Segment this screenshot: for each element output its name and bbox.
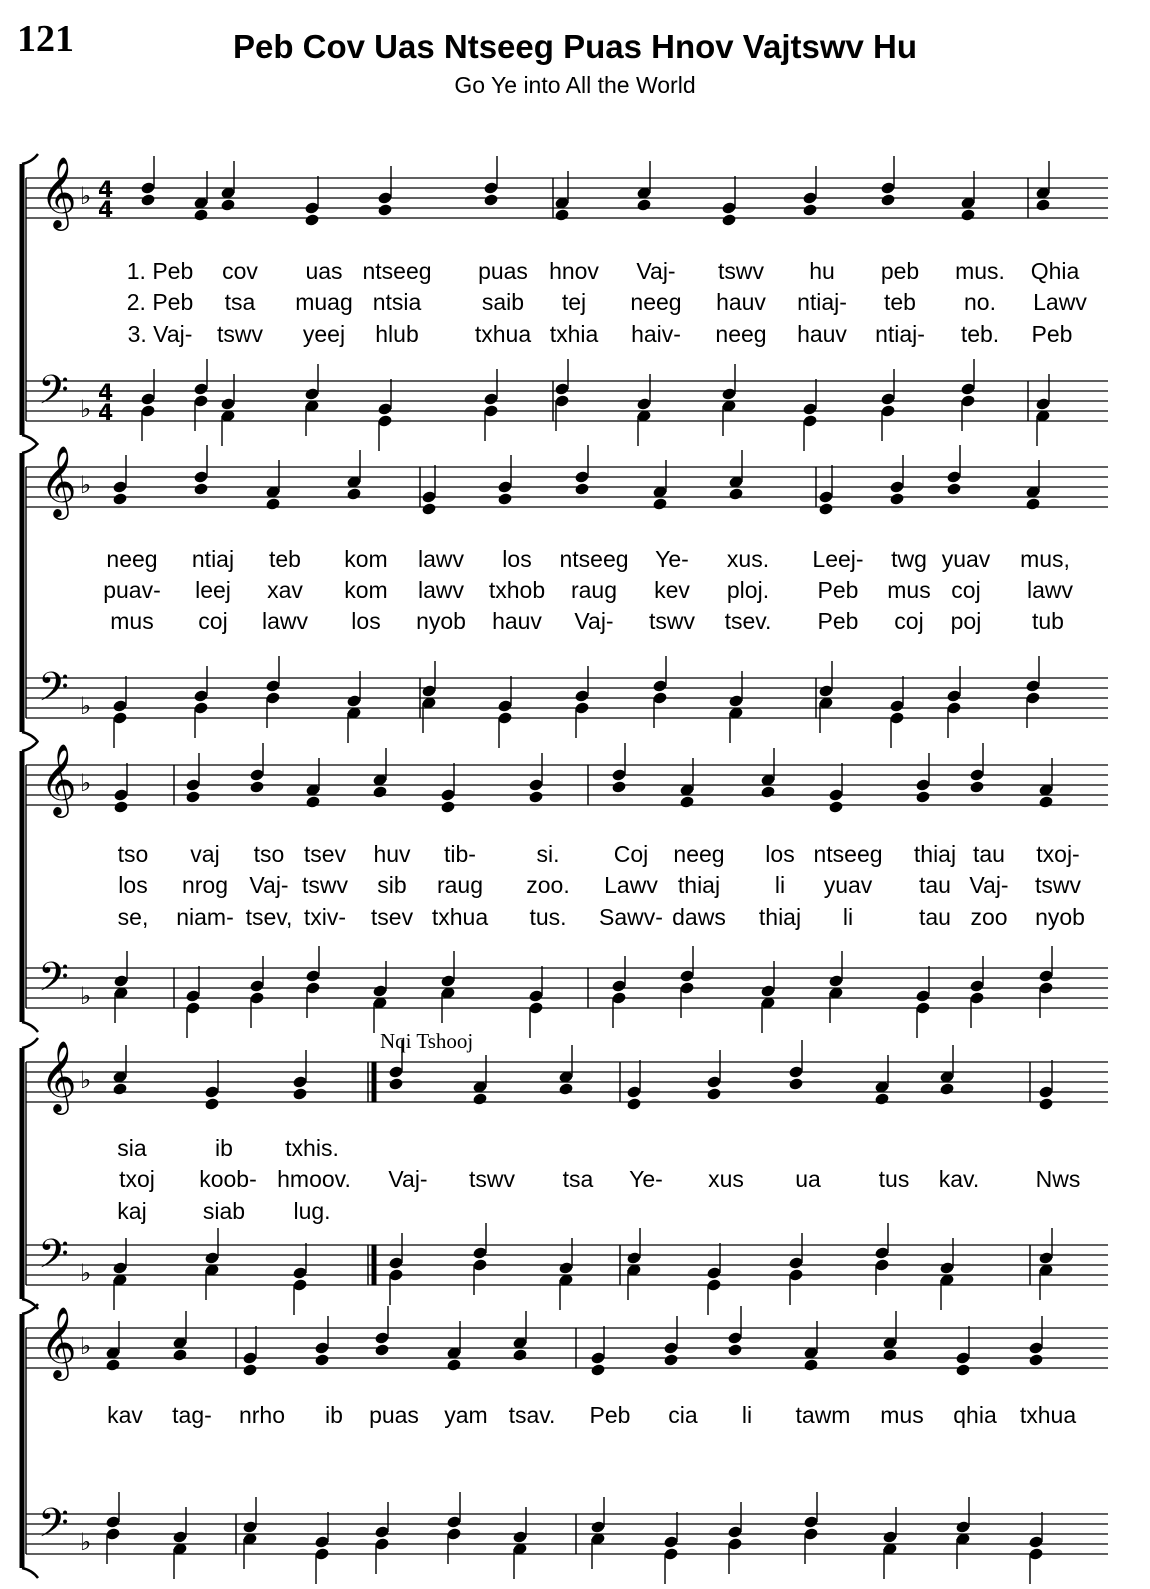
lyric-syllable: yam [444, 1402, 488, 1428]
lyric-syllable: Qhia [1030, 258, 1080, 284]
lyric-syllable: tswv [649, 608, 695, 634]
lyric-syllable: kom [344, 577, 388, 603]
lyric-syllable: cov [222, 258, 258, 284]
lyric-syllable: txhua [474, 321, 532, 347]
lyric-syllable: se, [117, 904, 149, 930]
key-flat-icon: ♭ [80, 982, 92, 1010]
key-flat-icon: ♭ [80, 692, 92, 720]
lyric-syllable: teb [884, 289, 916, 315]
lyric-syllable: nyob [416, 608, 466, 634]
treble-note-head [440, 800, 456, 814]
bracket-top-hook [22, 1038, 38, 1048]
lyric-syllable: tso [253, 841, 285, 867]
lyric-syllable: Peb [817, 608, 859, 634]
treble-note-head [679, 795, 695, 809]
time-signature-bottom: 4 [98, 401, 114, 426]
lyric-syllable: teb. [960, 321, 1000, 347]
lyric-syllable: tus. [529, 904, 567, 930]
lyric-syllable: txhia [549, 321, 599, 347]
treble-note-head [112, 492, 128, 506]
lyric-syllable: tswv [217, 321, 263, 347]
lyric-syllable: nrho [238, 1402, 286, 1428]
treble-note-head [727, 1343, 743, 1357]
treble-note-head [728, 487, 744, 501]
key-flat-icon: ♭ [80, 182, 92, 210]
lyric-syllable: li [741, 1402, 753, 1428]
lyric-syllable: huv [373, 841, 411, 867]
hymn-subtitle: Go Ye into All the World [454, 72, 696, 98]
lyric-syllable: tsev [303, 841, 347, 867]
treble-note-head [172, 1348, 188, 1362]
lyric-syllable: uas [305, 258, 343, 284]
lyric-syllable: mus [110, 608, 154, 634]
lyric-syllable: yeej [302, 321, 346, 347]
lyric-syllable: txhob [488, 577, 546, 603]
lyric-syllable: kom [344, 546, 388, 572]
lyric-syllable: txhua [1019, 1402, 1077, 1428]
lyric-syllable: cia [668, 1402, 698, 1428]
lyric-syllable: kaj [117, 1198, 147, 1224]
lyric-syllable: Lawv [1033, 289, 1087, 315]
lyric-syllable: Nws [1035, 1166, 1081, 1192]
treble-note-head [874, 1092, 890, 1106]
lyric-syllable: leej [195, 577, 231, 603]
lyric-syllable: hmoov. [277, 1166, 351, 1192]
lyric-syllable: ntsia [372, 289, 422, 315]
bracket-top-hook [22, 741, 38, 751]
treble-note-head [969, 780, 985, 794]
treble-note-head [265, 497, 281, 511]
lyric-syllable: hauv [716, 289, 766, 315]
lyric-syllable: lug. [293, 1198, 331, 1224]
treble-note-head [828, 800, 844, 814]
bracket-bottom-hook [22, 1568, 38, 1578]
lyric-syllable: coj [951, 577, 981, 603]
lyric-syllable: tag- [172, 1402, 212, 1428]
lyric-syllable: kav [107, 1402, 143, 1428]
lyric-syllable: Peb [589, 1402, 631, 1428]
treble-note-head [554, 208, 570, 222]
lyric-syllable: coj [894, 608, 924, 634]
lyric-syllable: Peb [1031, 321, 1073, 347]
lyric-syllable: txhis. [285, 1135, 339, 1161]
bass-clef-icon: 𝄢 [38, 367, 69, 423]
key-flat-icon: ♭ [80, 1528, 92, 1556]
lyric-syllable: no. [964, 289, 996, 315]
lyric-syllable: puas [478, 258, 528, 284]
lyric-syllable: 3. Vaj- [127, 321, 193, 347]
lyric-syllable: xav [267, 577, 303, 603]
key-flat-icon: ♭ [80, 395, 92, 423]
lyric-syllable: ib [325, 1402, 343, 1428]
treble-note-head [304, 213, 320, 227]
treble-note-head [626, 1097, 642, 1111]
lyric-syllable: lawv [1026, 577, 1074, 603]
lyric-syllable: ntiaj [191, 546, 235, 572]
bass-clef-icon: 𝄢 [38, 1500, 69, 1556]
treble-note-head [706, 1087, 722, 1101]
treble-note-head [242, 1363, 258, 1377]
treble-note-head [346, 487, 362, 501]
lyric-syllable: raug [436, 872, 484, 898]
lyric-syllable: lawv [261, 608, 309, 634]
lyric-syllable: twg [891, 546, 927, 572]
bracket-bottom-hook [22, 732, 38, 742]
lyric-syllable: hlub [375, 321, 419, 347]
treble-note-head [185, 790, 201, 804]
lyric-syllable: daws [672, 904, 726, 930]
lyric-syllable: Sawv- [599, 904, 663, 930]
lyric-syllable: thiaj [913, 841, 957, 867]
lyric-syllable: los [351, 608, 381, 634]
lyric-syllable: qhia [953, 1402, 997, 1428]
treble-note-head [193, 208, 209, 222]
lyric-syllable: tej [561, 289, 587, 315]
bracket-bottom-hook [22, 1022, 38, 1032]
treble-note-head [889, 492, 905, 506]
treble-note-head [377, 203, 393, 217]
lyric-syllable: vaj [190, 841, 220, 867]
lyric-syllable: hauv [797, 321, 847, 347]
lyric-syllable: xus. [726, 546, 770, 572]
treble-note-head [314, 1353, 330, 1367]
treble-note-head [590, 1363, 606, 1377]
treble-note-head [374, 1343, 390, 1357]
key-flat-icon: ♭ [80, 1066, 92, 1094]
lyric-syllable: ntseeg [362, 258, 432, 284]
lyric-syllable: tsa [224, 289, 256, 315]
lyric-syllable: tswv [718, 258, 764, 284]
hymn-number: 121 [17, 18, 74, 60]
lyric-syllable: mus [880, 1402, 924, 1428]
lyric-syllable: yuav [823, 872, 873, 898]
treble-note-head [105, 1358, 121, 1372]
bracket-top-hook [22, 1304, 38, 1314]
lyric-syllable: tswv [1035, 872, 1081, 898]
treble-note-head [788, 1077, 804, 1091]
treble-note-head [939, 1082, 955, 1096]
lyric-syllable: Vaj- [388, 1166, 428, 1192]
lyric-syllable: tsav. [508, 1402, 556, 1428]
treble-note-head [1025, 497, 1041, 511]
lyric-syllable: mus. [955, 258, 1005, 284]
lyric-syllable: yuav [941, 546, 991, 572]
lyric-syllable: raug [570, 577, 618, 603]
treble-clef-icon: 𝄞 [40, 742, 77, 815]
lyric-syllable: tub [1032, 608, 1064, 634]
lyric-syllable: coj [198, 608, 228, 634]
lyric-syllable: tau [919, 872, 951, 898]
treble-note-head [1028, 1353, 1044, 1367]
treble-note-head [140, 193, 156, 207]
lyric-syllable: li [774, 872, 786, 898]
lyric-syllable: nyob [1035, 904, 1085, 930]
treble-note-head [112, 1082, 128, 1096]
lyric-syllable: ploj. [726, 577, 770, 603]
treble-note-head [880, 193, 896, 207]
treble-note-head [113, 800, 129, 814]
lyric-syllable: peb [880, 258, 920, 284]
treble-note-head [388, 1077, 404, 1091]
lyric-syllable: siab [202, 1198, 246, 1224]
time-signature-top: 4 [98, 178, 114, 203]
lyric-syllable: puas [369, 1402, 419, 1428]
lyric-syllable: teb [269, 546, 301, 572]
lyric-syllable: mus [887, 577, 931, 603]
treble-clef-icon: 𝄞 [40, 1305, 77, 1378]
lyric-syllable: tswv [302, 872, 348, 898]
lyric-syllable: ib [215, 1135, 233, 1161]
treble-note-head [497, 492, 513, 506]
lyric-syllable: poj [950, 608, 982, 634]
lyric-syllable: Lawv [604, 872, 658, 898]
treble-note-head [663, 1353, 679, 1367]
treble-note-head [292, 1087, 308, 1101]
lyric-syllable: Coj [613, 841, 649, 867]
lyric-syllable: los [118, 872, 148, 898]
lyric-syllable: ntiaj- [797, 289, 847, 315]
lyric-syllable: tawm [795, 1402, 851, 1428]
treble-note-head [960, 208, 976, 222]
refrain-label: Nqi Tshooj [380, 1029, 474, 1053]
treble-note-head [1035, 198, 1051, 212]
lyric-syllable: lawv [417, 577, 465, 603]
treble-note-head [421, 502, 437, 516]
lyric-syllable: 1. Peb [126, 258, 194, 284]
treble-note-head [446, 1358, 462, 1372]
lyric-syllable: mus, [1020, 546, 1070, 572]
treble-note-head [946, 482, 962, 496]
bracket-top-hook [22, 154, 38, 164]
lyric-syllable: thiaj [758, 904, 802, 930]
treble-note-head [955, 1363, 971, 1377]
treble-note-head [760, 785, 776, 799]
lyric-syllable: Ye- [629, 1166, 663, 1192]
lyric-syllable: Vaj- [574, 608, 614, 634]
bass-clef-icon: 𝄢 [38, 1231, 69, 1287]
treble-note-head [512, 1348, 528, 1362]
treble-note-head [204, 1097, 220, 1111]
treble-note-head [802, 203, 818, 217]
bass-clef-icon: 𝄢 [38, 954, 69, 1010]
lyric-syllable: Leej- [812, 546, 864, 572]
lyric-syllable: ntseeg [813, 841, 883, 867]
key-flat-icon: ♭ [80, 471, 92, 499]
lyric-syllable: tsev, [245, 904, 293, 930]
lyric-syllable: tswv [469, 1166, 515, 1192]
treble-note-head [574, 482, 590, 496]
lyric-syllable: tso [117, 841, 149, 867]
treble-clef-icon: 𝄞 [40, 1039, 77, 1112]
lyric-syllable: tsev. [724, 608, 772, 634]
lyric-syllable: txoj [119, 1166, 155, 1192]
treble-note-head [1038, 1097, 1054, 1111]
lyric-syllable: ua [795, 1166, 821, 1192]
bracket-top-hook [22, 443, 38, 453]
lyric-syllable: Vaj- [969, 872, 1009, 898]
lyric-syllable: tus [878, 1166, 910, 1192]
lyric-syllable: neeg [630, 289, 682, 315]
treble-clef-icon: 𝄞 [40, 155, 77, 228]
lyric-syllable: kav. [938, 1166, 980, 1192]
lyric-syllable: tsev [370, 904, 414, 930]
treble-note-head [882, 1348, 898, 1362]
lyric-syllable: thiaj [677, 872, 721, 898]
lyric-syllable: neeg [106, 546, 158, 572]
lyric-syllable: hnov [549, 258, 599, 284]
treble-note-head [721, 213, 737, 227]
lyric-syllable: saib [481, 289, 525, 315]
lyric-syllable: tib- [444, 841, 476, 867]
lyric-syllable: sib [377, 872, 407, 898]
lyric-syllable: los [765, 841, 795, 867]
lyric-syllable: tsa [562, 1166, 594, 1192]
lyric-syllable: txiv- [303, 904, 347, 930]
lyric-syllable: li [842, 904, 854, 930]
lyric-syllable: si. [536, 841, 560, 867]
treble-note-head [636, 198, 652, 212]
lyric-syllable: hauv [492, 608, 542, 634]
lyric-syllable: kev [654, 577, 690, 603]
lyric-syllable: nrog [181, 872, 229, 898]
bracket-bottom-hook [22, 435, 38, 445]
treble-note-head [915, 790, 931, 804]
lyric-syllable: zoo [970, 904, 1008, 930]
time-signature-top: 4 [98, 381, 114, 406]
key-flat-icon: ♭ [80, 1259, 92, 1287]
lyric-syllable: lawv [417, 546, 465, 572]
treble-note-head [818, 502, 834, 516]
treble-clef-icon: 𝄞 [40, 444, 77, 517]
lyric-syllable: niam- [176, 904, 234, 930]
key-flat-icon: ♭ [80, 1332, 92, 1360]
treble-note-head [803, 1358, 819, 1372]
lyric-syllable: Vaj- [636, 258, 676, 284]
lyric-syllable: txoj- [1036, 841, 1080, 867]
treble-note-head [220, 198, 236, 212]
lyric-syllable: haiv- [631, 321, 681, 347]
lyric-syllable: zoo. [526, 872, 570, 898]
treble-note-head [483, 193, 499, 207]
lyric-syllable: puav- [103, 577, 161, 603]
bass-clef-icon: 𝄢 [38, 664, 69, 720]
lyric-syllable: tau [973, 841, 1005, 867]
treble-note-head [305, 795, 321, 809]
lyric-syllable: Ye- [655, 546, 689, 572]
treble-note-head [558, 1082, 574, 1096]
lyric-syllable: Peb [817, 577, 859, 603]
treble-note-head [249, 780, 265, 794]
lyric-syllable: txhua [431, 904, 489, 930]
lyric-syllable: neeg [673, 841, 725, 867]
lyric-syllable: muag [295, 289, 353, 315]
treble-note-head [472, 1092, 488, 1106]
hymn-title: Peb Cov Uas Ntseeg Puas Hnov Vajtswv Hu [232, 28, 918, 65]
lyric-syllable: los [502, 546, 532, 572]
treble-note-head [372, 785, 388, 799]
lyric-syllable: ntiaj- [875, 321, 925, 347]
treble-note-head [611, 780, 627, 794]
lyric-syllable: koob- [199, 1166, 257, 1192]
lyric-syllable: sia [117, 1135, 147, 1161]
lyric-syllable: 2. Peb [126, 289, 194, 315]
lyric-syllable: xus [708, 1166, 744, 1192]
key-flat-icon: ♭ [80, 769, 92, 797]
lyric-syllable: ntseeg [559, 546, 629, 572]
lyric-syllable: neeg [715, 321, 767, 347]
lyric-syllable: Vaj- [249, 872, 289, 898]
lyric-syllable: tau [919, 904, 951, 930]
treble-note-head [652, 497, 668, 511]
lyric-syllable: hu [809, 258, 835, 284]
treble-note-head [528, 790, 544, 804]
treble-note-head [193, 482, 209, 496]
time-signature-bottom: 4 [98, 198, 114, 223]
treble-note-head [1038, 795, 1054, 809]
